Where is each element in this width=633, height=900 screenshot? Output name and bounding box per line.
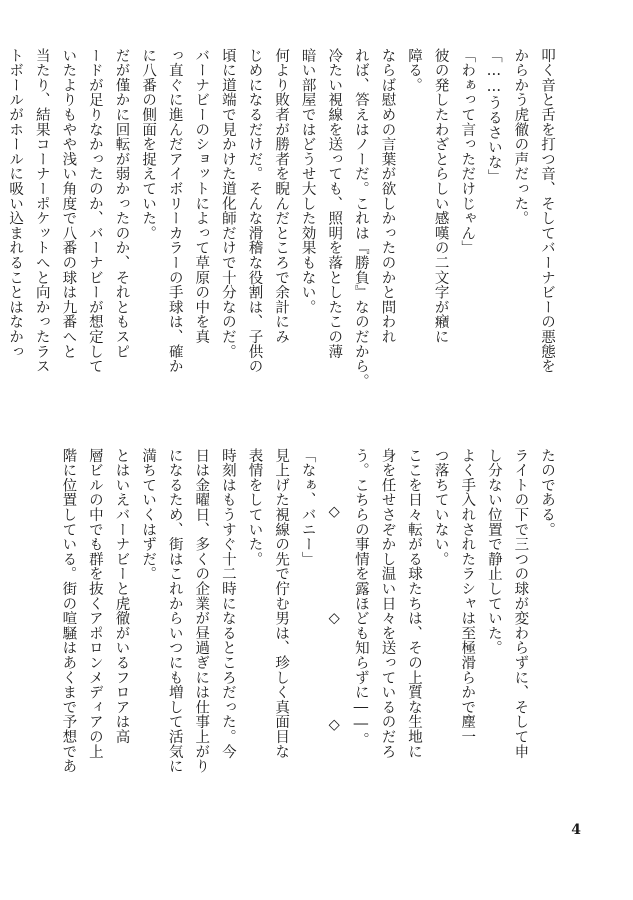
text-line: に八番の側面を捉えていた。: [140, 48, 157, 241]
text-line: つ落ちていない。: [432, 448, 449, 567]
text-line: よく手入れされたラシャは至極滑らかで塵一: [459, 448, 476, 744]
text-line: 叩く音と舌を打つ音、そしてバーナビーの悪態を: [539, 48, 555, 374]
text-line: 身を任せさぞかし温い日々を送っているのだろ: [379, 448, 396, 759]
text-line: になるため、街はこれからいつにも増して活気に: [166, 448, 183, 774]
text-line: 表情をしていた。: [246, 448, 263, 567]
text-line: 「わぁって言っただけじゃん」: [459, 48, 476, 256]
text-line: トボールがホールに吸い込まれることはなかっ: [7, 48, 24, 359]
text-line: ここを日々転がる球たちは、その上質な生地に: [406, 448, 423, 759]
text-block-lower: [60, 448, 560, 824]
text-line: し分ない位置で静止していた。: [485, 448, 502, 656]
text-line: 満ちていくはずだ。: [140, 448, 157, 582]
text-line: っ直ぐに進んだアイボリーカラーの手球は、確か: [166, 48, 183, 374]
text-line: ライトの下で三つの球が変わらずに、そして申: [512, 448, 529, 759]
text-line: 「なぁ、バニー」: [299, 448, 316, 567]
diamond-separator: ◇ ◇ ◇: [326, 504, 343, 771]
text-line: バーナビーのショットによって草原の中を真: [193, 48, 210, 344]
text-line: 暗い部屋ではどうせ大した効果もない。: [299, 48, 316, 315]
text-line: れば、答えはノーだ。これは『勝負』なのだから。: [352, 48, 369, 389]
text-line: いたよりもやや浅い角度で八番の球は九番へと: [60, 48, 77, 359]
text-line: たのである。: [539, 448, 555, 537]
text-line: ードが足りなかったのか、バーナビーが想定して: [86, 48, 103, 374]
text-line: 冷たい視線を送っても、照明を落としたこの薄: [326, 48, 343, 359]
text-line: 頃に道端で見かけた道化師だけで十分なのだ。: [219, 48, 236, 359]
text-line: じめになるだけだ。そんな滑稽な役割は、子供の: [246, 48, 263, 374]
scene-separator: [321, 448, 348, 824]
text-line: だが僅かに回転が弱かったのか、それともスピ: [113, 48, 130, 359]
text-line: ならば慰めの言葉が欲しかったのかと問われ: [379, 48, 396, 344]
text-line: 「……うるさいな」: [485, 48, 502, 185]
text-line: とはいえバーナビーと虎徹がいるフロアは高: [113, 448, 130, 744]
text-line: 層ビルの中でも群を抜くアポロンメディアの上: [86, 448, 103, 759]
text-block-upper: [7, 48, 560, 424]
text-line: 何より敗者が勝者を睨んだところで余計にみ: [273, 48, 290, 344]
text-line: 障る。: [406, 48, 423, 93]
text-line: 彼の発したわざとらしい感嘆の二文字が癪に: [432, 48, 449, 344]
text-line: 見上げた視線の先で佇む男は、珍しく真面目な: [273, 448, 290, 759]
text-line: 日は金曜日、多くの企業が昼過ぎには仕事上がり: [193, 448, 210, 774]
text-line: 当たり、結果コーナーポケットへと向かったラス: [33, 48, 50, 374]
text-line: う。こちらの事情を露ほども知らずに――。: [352, 448, 369, 747]
page-number: 4: [571, 822, 581, 838]
text-line: からかう虎徹の声だった。: [512, 48, 529, 226]
text-line: 階に位置している。街の喧騒はあくまで予想であ: [60, 448, 77, 774]
text-line: 時刻はもうすぐ十二時になるところだった。今: [219, 448, 236, 759]
